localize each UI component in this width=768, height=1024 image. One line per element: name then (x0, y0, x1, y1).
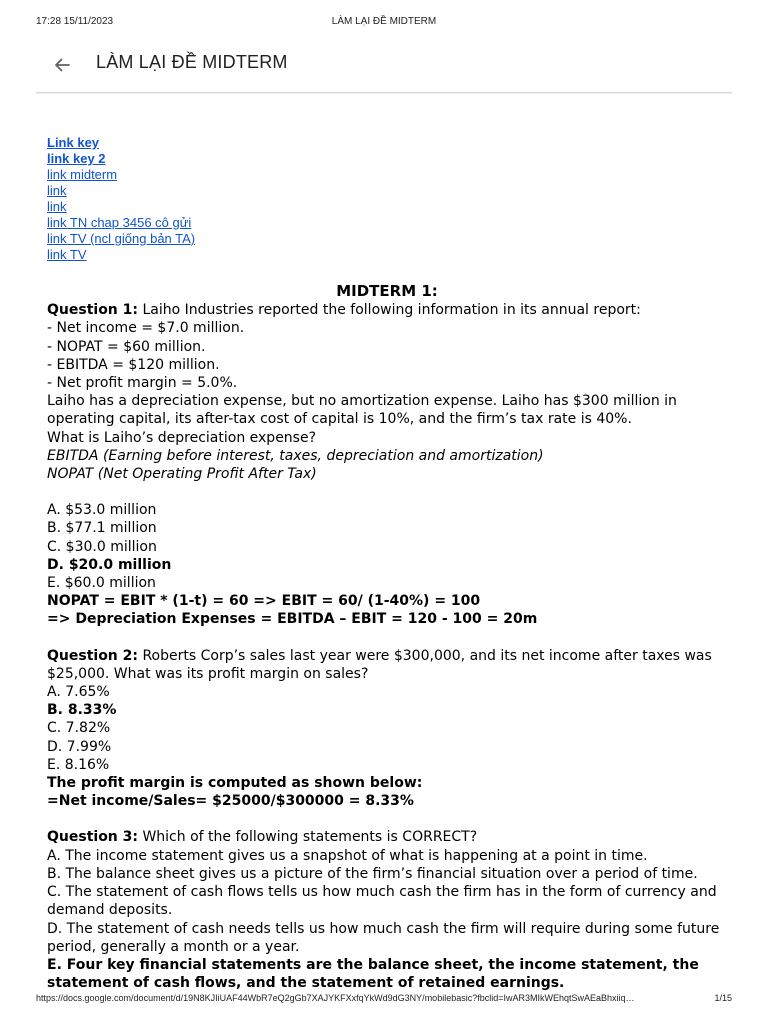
link-list (47, 135, 195, 263)
fact-line: - EBITDA = $120 million. (47, 356, 220, 373)
option-item: C. The statement of cash flows tells us how much cash the firm has in the form of currency and demand deposits. (47, 884, 717, 919)
fact-line: - Net income = $7.0 million. (47, 320, 245, 337)
question-text: Which of the following statements is CORRECT? (138, 829, 478, 846)
title-divider (36, 92, 732, 93)
print-footer (36, 993, 732, 1007)
page-number: 1/15 (714, 993, 732, 1003)
option-item: E. $60.0 million (47, 575, 156, 592)
correct-option: B. 8.33% (47, 702, 117, 719)
question-label: Question 3: (47, 829, 138, 846)
question-text: Laiho Industries reported the following information in its annual report: (138, 302, 641, 319)
correct-option: D. $20.0 million (47, 556, 172, 573)
link-item[interactable]: link midterm (47, 167, 118, 182)
question-1-prompt (47, 301, 727, 319)
option-item: B. The balance sheet gives us a picture of the firm’s financial situation over a period of time. (47, 865, 698, 882)
question-2-prompt (47, 647, 727, 683)
option-item: A. The income statement gives us a snapshot of what is happening at a point in time. (47, 847, 648, 864)
option-item: D. The statement of cash needs tells us how much cash the firm will require during some future period, generally a month or a year. (47, 920, 720, 955)
question-ask: What is Laiho’s depreciation expense? (47, 429, 317, 446)
solution-line: The profit margin is computed as shown below: (47, 775, 423, 792)
link-item[interactable]: link (47, 199, 67, 214)
link-item[interactable]: link TN chap 3456 cô gửi (47, 215, 192, 230)
question-3-prompt (47, 828, 727, 846)
link-item[interactable]: Link key (47, 135, 100, 150)
question-label: Question 1: (47, 302, 138, 319)
doc-title: LÀM LẠI ĐỀ MIDTERM (96, 52, 288, 72)
spacer (47, 629, 727, 647)
option-item: A. 7.65% (47, 684, 110, 701)
doc-body (47, 282, 727, 992)
print-datetime: 17:28 15/11/2023 (36, 16, 114, 27)
arrow-left-icon[interactable] (52, 55, 72, 75)
option-item: E. 8.16% (47, 756, 110, 773)
link-item[interactable]: link TV (47, 247, 87, 262)
question-text: Roberts Corp’s sales last year were $300,000, and its net income after taxes was $25,000. What was its profit margin on sales? (47, 647, 712, 682)
spacer (47, 810, 727, 828)
link-item[interactable]: link (47, 183, 67, 198)
doc-titlebar (36, 50, 732, 90)
print-title: LÀM LẠI ĐỀ MIDTERM (331, 16, 437, 27)
fact-line: - NOPAT = $60 million. (47, 338, 206, 355)
option-item: C. $30.0 million (47, 538, 157, 555)
spacer (47, 483, 727, 501)
solution-line: =Net income/Sales= $25000/$300000 = 8.33% (47, 793, 414, 810)
print-header (36, 16, 732, 30)
question-body: Laiho has a depreciation expense, but no amortization expense. Laiho has $300 million in operating capital, its after-tax cost of capital is 10%, and the firm’s tax rate is 40%. (47, 393, 677, 428)
option-item: A. $53.0 million (47, 502, 157, 519)
solution-line: NOPAT = EBIT * (1-t) = 60 => EBIT = 60/ (1-40%) = 100 (47, 593, 481, 610)
fact-line: - Net profit margin = 5.0%. (47, 375, 238, 392)
note-line: NOPAT (Net Operating Profit After Tax) (47, 466, 317, 483)
option-item: B. $77.1 million (47, 520, 157, 537)
note-line: EBITDA (Earning before interest, taxes, depreciation and amortization) (47, 447, 544, 464)
question-label: Question 2: (47, 647, 138, 664)
option-item: D. 7.99% (47, 738, 112, 755)
option-item: C. 7.82% (47, 720, 111, 737)
correct-option: E. Four key financial statements are the balance sheet, the income statement, the statement of cash flows, and the statement of retained earnings. (47, 956, 699, 992)
section-heading: MIDTERM 1: (336, 282, 438, 300)
link-item[interactable]: link TV (ncl giống bản TA) (47, 231, 196, 246)
print-url: https://docs.google.com/document/d/19N8KJIiUAF44WbR7eQ2gGb7XAJYKFXxfqYkWd9dG3NY/mobilebasic?fbclid=IwAR3MIkWEhqtSwAEaBhxiiq… (36, 993, 635, 1003)
solution-line: => Depreciation Expenses = EBITDA – EBIT = 120 - 100 = 20m (47, 611, 538, 628)
link-item[interactable]: link key 2 (47, 151, 106, 166)
